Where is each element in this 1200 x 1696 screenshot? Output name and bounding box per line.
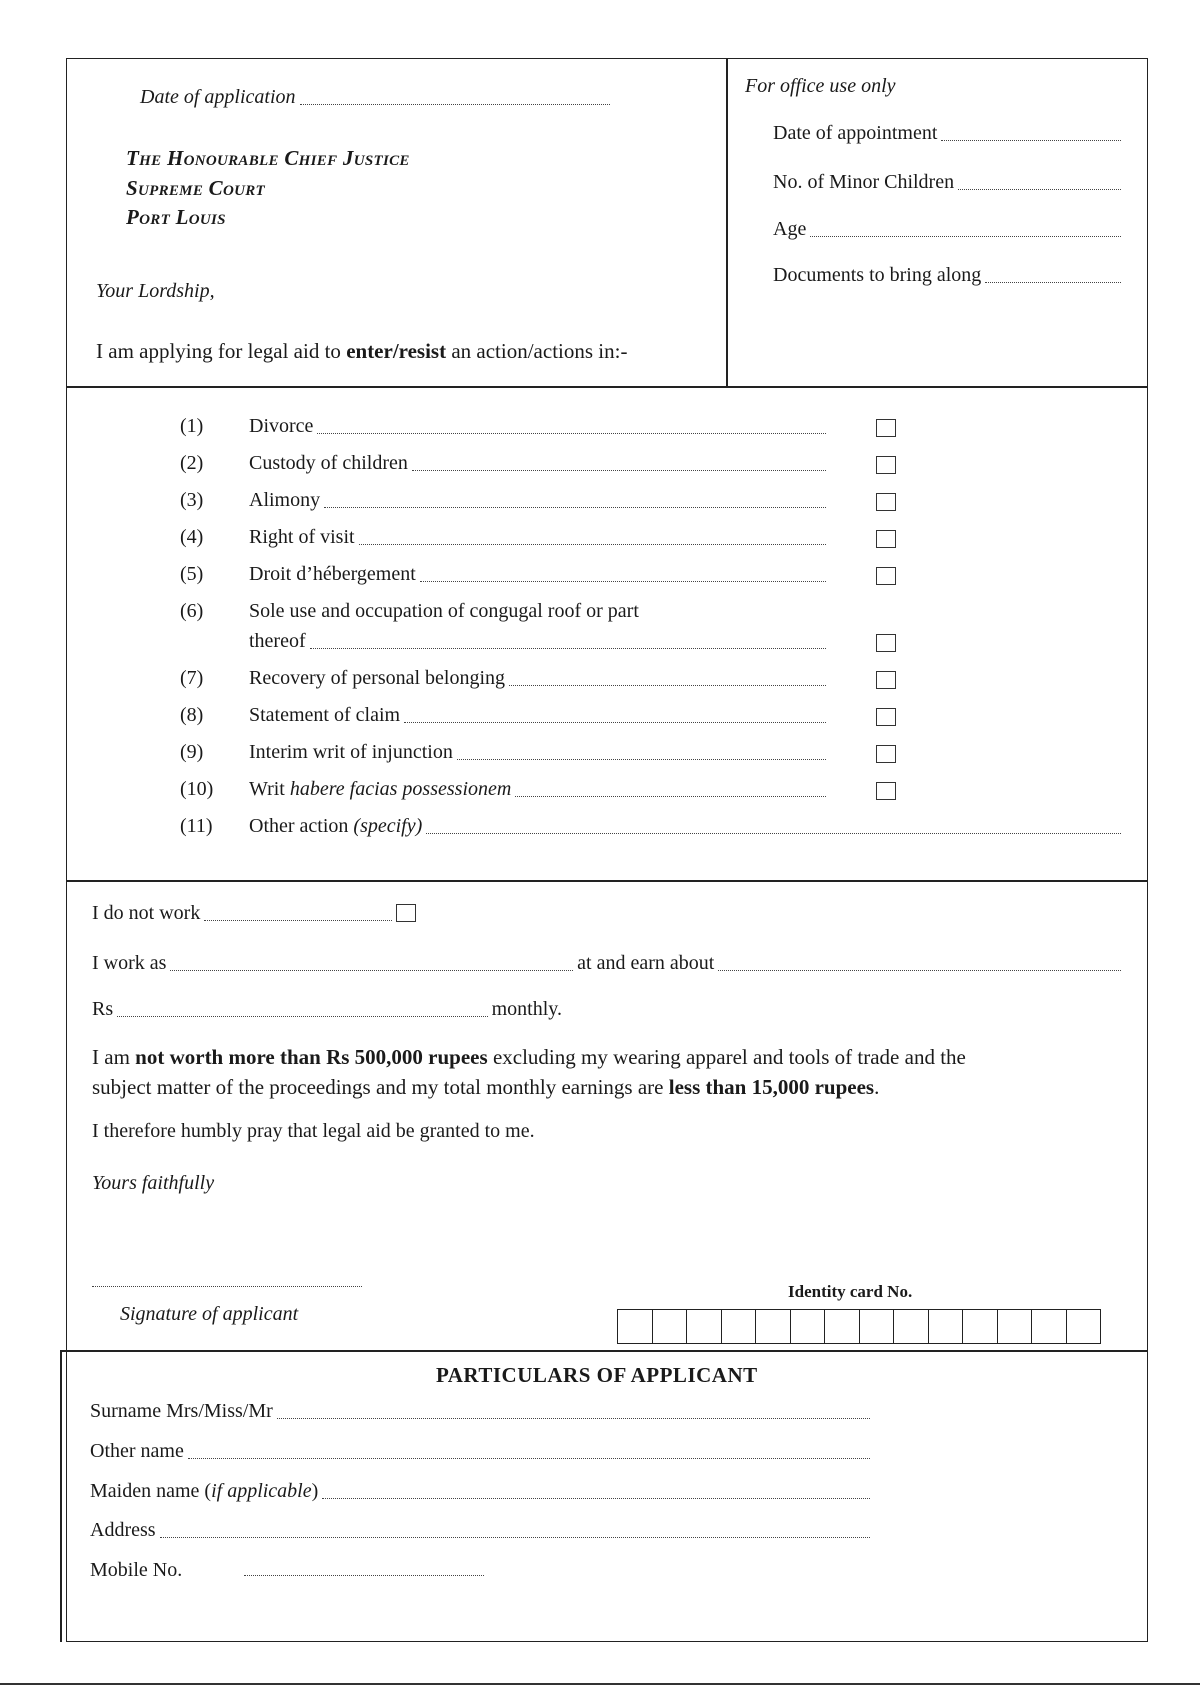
- dotted-leader: [420, 581, 826, 582]
- prayer-text: I therefore humbly pray that legal aid be granted to me.: [92, 1120, 535, 1142]
- id-card-input[interactable]: [617, 1309, 1101, 1344]
- id-card-label: Identity card No.: [788, 1282, 913, 1301]
- minor-children-label: No. of Minor Children: [773, 171, 955, 193]
- action-num: (11): [180, 815, 213, 837]
- dotted-leader: [310, 648, 826, 649]
- checkbox-writ-habere[interactable]: [876, 782, 896, 800]
- action-num: (9): [180, 741, 204, 763]
- action-num: (10): [180, 778, 214, 800]
- action-label: Interim writ of injunction: [249, 741, 453, 763]
- action-item-right-of-visit: [249, 526, 826, 549]
- date-of-application-field[interactable]: [300, 104, 610, 105]
- action-label: Droit d’hébergement: [249, 563, 416, 585]
- action-item-writ-habere: [249, 778, 826, 801]
- section-divider-particulars: [60, 1350, 1148, 1352]
- action-item-other: [249, 815, 1121, 838]
- minor-children-field[interactable]: [958, 189, 1121, 190]
- dotted-leader: [324, 507, 826, 508]
- dotted-leader: [509, 685, 826, 686]
- checkbox-custody[interactable]: [876, 456, 896, 474]
- addressee-line-3: Port Louis: [126, 205, 226, 229]
- date-of-appointment-line: [773, 122, 1121, 145]
- declaration-text: subject matter of the proceedings and my total monthly earnings are: [92, 1075, 669, 1099]
- action-num: (4): [180, 526, 204, 548]
- earnings-location-field[interactable]: [718, 970, 1121, 971]
- section-divider-actions: [66, 386, 1148, 388]
- salutation: Your Lordship,: [96, 280, 215, 302]
- date-of-application-line: [140, 86, 610, 109]
- checkbox-alimony[interactable]: [876, 493, 896, 511]
- occupation-field[interactable]: [170, 970, 573, 971]
- action-label: Recovery of personal belonging: [249, 667, 506, 689]
- intro-post: an action/actions in:-: [446, 339, 628, 363]
- other-name-label: Other name: [90, 1440, 184, 1462]
- id-card-cell[interactable]: [998, 1310, 1033, 1343]
- age-line: [773, 218, 1121, 241]
- action-label: Alimony: [249, 489, 321, 511]
- action-item-personal-belonging: [249, 667, 826, 690]
- action-item-injunction: [249, 741, 826, 764]
- checkbox-injunction[interactable]: [876, 745, 896, 763]
- action-label: Writ: [249, 778, 285, 800]
- action-label: Custody of children: [249, 452, 408, 474]
- minor-children-line: [773, 171, 1121, 194]
- date-of-application-label: Date of application: [140, 86, 296, 108]
- action-item-alimony: [249, 489, 826, 512]
- monthly-label: monthly.: [491, 998, 562, 1020]
- declaration-line-1: [92, 1045, 966, 1070]
- monthly-amount-field[interactable]: [117, 1016, 488, 1017]
- declaration-text: .: [874, 1075, 880, 1099]
- id-card-cell[interactable]: [1067, 1310, 1101, 1343]
- action-num: (6): [180, 600, 204, 622]
- maiden-name-line: [90, 1480, 870, 1503]
- addressee-line-2: Supreme Court: [126, 176, 266, 200]
- closing-text: Yours faithfully: [92, 1172, 215, 1194]
- dotted-leader: [404, 722, 826, 723]
- documents-line: [773, 264, 1121, 287]
- intro-pre: I am applying for legal aid to: [96, 339, 347, 363]
- addressee-line-1: The Honourable Chief Justice: [126, 146, 410, 170]
- action-label-italic: (specify): [353, 815, 423, 837]
- not-work-label: I do not work: [92, 902, 201, 924]
- declaration-worth-limit: not worth more than Rs 500,000 rupees: [135, 1045, 488, 1069]
- action-label: Other action: [249, 815, 349, 837]
- declaration-earnings-limit: less than 15,000 rupees: [668, 1075, 875, 1099]
- id-card-cell[interactable]: [722, 1310, 757, 1343]
- id-card-cell[interactable]: [618, 1310, 653, 1343]
- section-divider-employment: [66, 880, 1148, 882]
- maiden-name-close: ): [311, 1480, 319, 1502]
- action-num: (8): [180, 704, 204, 726]
- at-earn-label: at and earn about: [577, 952, 715, 974]
- checkbox-divorce[interactable]: [876, 419, 896, 437]
- intro-bold: enter/resist: [346, 339, 447, 363]
- action-item-divorce: [249, 415, 826, 438]
- signature-field[interactable]: [92, 1286, 362, 1287]
- age-label: Age: [773, 218, 807, 240]
- other-action-field[interactable]: [426, 833, 1121, 834]
- maiden-name-italic: if applicable: [211, 1480, 312, 1502]
- documents-label: Documents to bring along: [773, 264, 982, 286]
- action-item-statement-of-claim: [249, 704, 826, 727]
- address-line: [90, 1519, 870, 1542]
- id-card-cell[interactable]: [687, 1310, 722, 1343]
- dotted-leader: [359, 544, 826, 545]
- action-label: Statement of claim: [249, 704, 401, 726]
- dotted-leader: [317, 433, 826, 434]
- checkbox-not-work[interactable]: [396, 904, 416, 922]
- rs-label: Rs: [92, 998, 114, 1020]
- declaration-text: I am: [92, 1045, 136, 1069]
- action-item-custody: [249, 452, 826, 475]
- other-name-field[interactable]: [188, 1458, 870, 1459]
- documents-field[interactable]: [985, 282, 1121, 283]
- id-card-cell[interactable]: [1032, 1310, 1067, 1343]
- work-as-label: I work as: [92, 952, 167, 974]
- maiden-name-label: Maiden name (: [90, 1480, 212, 1502]
- maiden-name-field[interactable]: [322, 1498, 870, 1499]
- surname-label: Surname Mrs/Miss/Mr: [90, 1400, 273, 1422]
- id-card-cell[interactable]: [756, 1310, 791, 1343]
- action-label: Right of visit: [249, 526, 355, 548]
- surname-field[interactable]: [277, 1418, 870, 1419]
- dotted-leader: [204, 920, 392, 921]
- mobile-label: Mobile No.: [90, 1559, 183, 1581]
- id-card-cell[interactable]: [791, 1310, 826, 1343]
- id-card-cell[interactable]: [963, 1310, 998, 1343]
- form-border-left-extension: [60, 1350, 62, 1642]
- action-num: (3): [180, 489, 204, 511]
- signature-label: Signature of applicant: [120, 1303, 299, 1325]
- not-work-line: [92, 902, 392, 925]
- work-as-line: [92, 952, 1121, 975]
- dotted-leader: [412, 470, 826, 471]
- action-num: (7): [180, 667, 204, 689]
- action-item-congugal-roof: [249, 630, 826, 653]
- checkbox-hebergement[interactable]: [876, 567, 896, 585]
- dotted-leader: [515, 796, 826, 797]
- id-card-cell[interactable]: [825, 1310, 860, 1343]
- office-use-title: For office use only: [745, 75, 896, 97]
- declaration-text: excluding my wearing apparel and tools of trade and the: [487, 1045, 966, 1069]
- id-card-cell[interactable]: [860, 1310, 895, 1343]
- address-label: Address: [90, 1519, 156, 1541]
- date-of-appointment-field[interactable]: [941, 140, 1121, 141]
- date-of-appointment-label: Date of appointment: [773, 122, 938, 144]
- checkbox-statement-of-claim[interactable]: [876, 708, 896, 726]
- checkbox-congugal-roof[interactable]: [876, 634, 896, 652]
- rs-line: [92, 998, 562, 1021]
- office-use-divider: [726, 58, 728, 386]
- action-item-hebergement: [249, 563, 826, 586]
- checkbox-personal-belonging[interactable]: [876, 671, 896, 689]
- checkbox-right-of-visit[interactable]: [876, 530, 896, 548]
- action-num: (5): [180, 563, 204, 585]
- surname-line: [90, 1400, 870, 1423]
- age-field[interactable]: [810, 236, 1121, 237]
- action-label: Divorce: [249, 415, 314, 437]
- page-bottom-rule: [0, 1683, 1200, 1685]
- dotted-leader: [457, 759, 826, 760]
- other-name-line: [90, 1440, 870, 1463]
- mobile-field[interactable]: [244, 1575, 484, 1576]
- action-label: Sole use and occupation of congugal roof or part: [249, 600, 639, 622]
- id-card-cell[interactable]: [929, 1310, 964, 1343]
- id-card-cell[interactable]: [653, 1310, 688, 1343]
- declaration-line-2: [92, 1075, 879, 1100]
- particulars-title: PARTICULARS OF APPLICANT: [436, 1363, 758, 1387]
- id-card-cell[interactable]: [894, 1310, 929, 1343]
- intro-sentence: [96, 339, 627, 364]
- address-field[interactable]: [160, 1537, 870, 1538]
- action-label-italic: habere facias possessionem: [289, 778, 512, 800]
- action-num: (1): [180, 415, 204, 437]
- action-num: (2): [180, 452, 204, 474]
- action-label-cont: thereof: [249, 630, 306, 652]
